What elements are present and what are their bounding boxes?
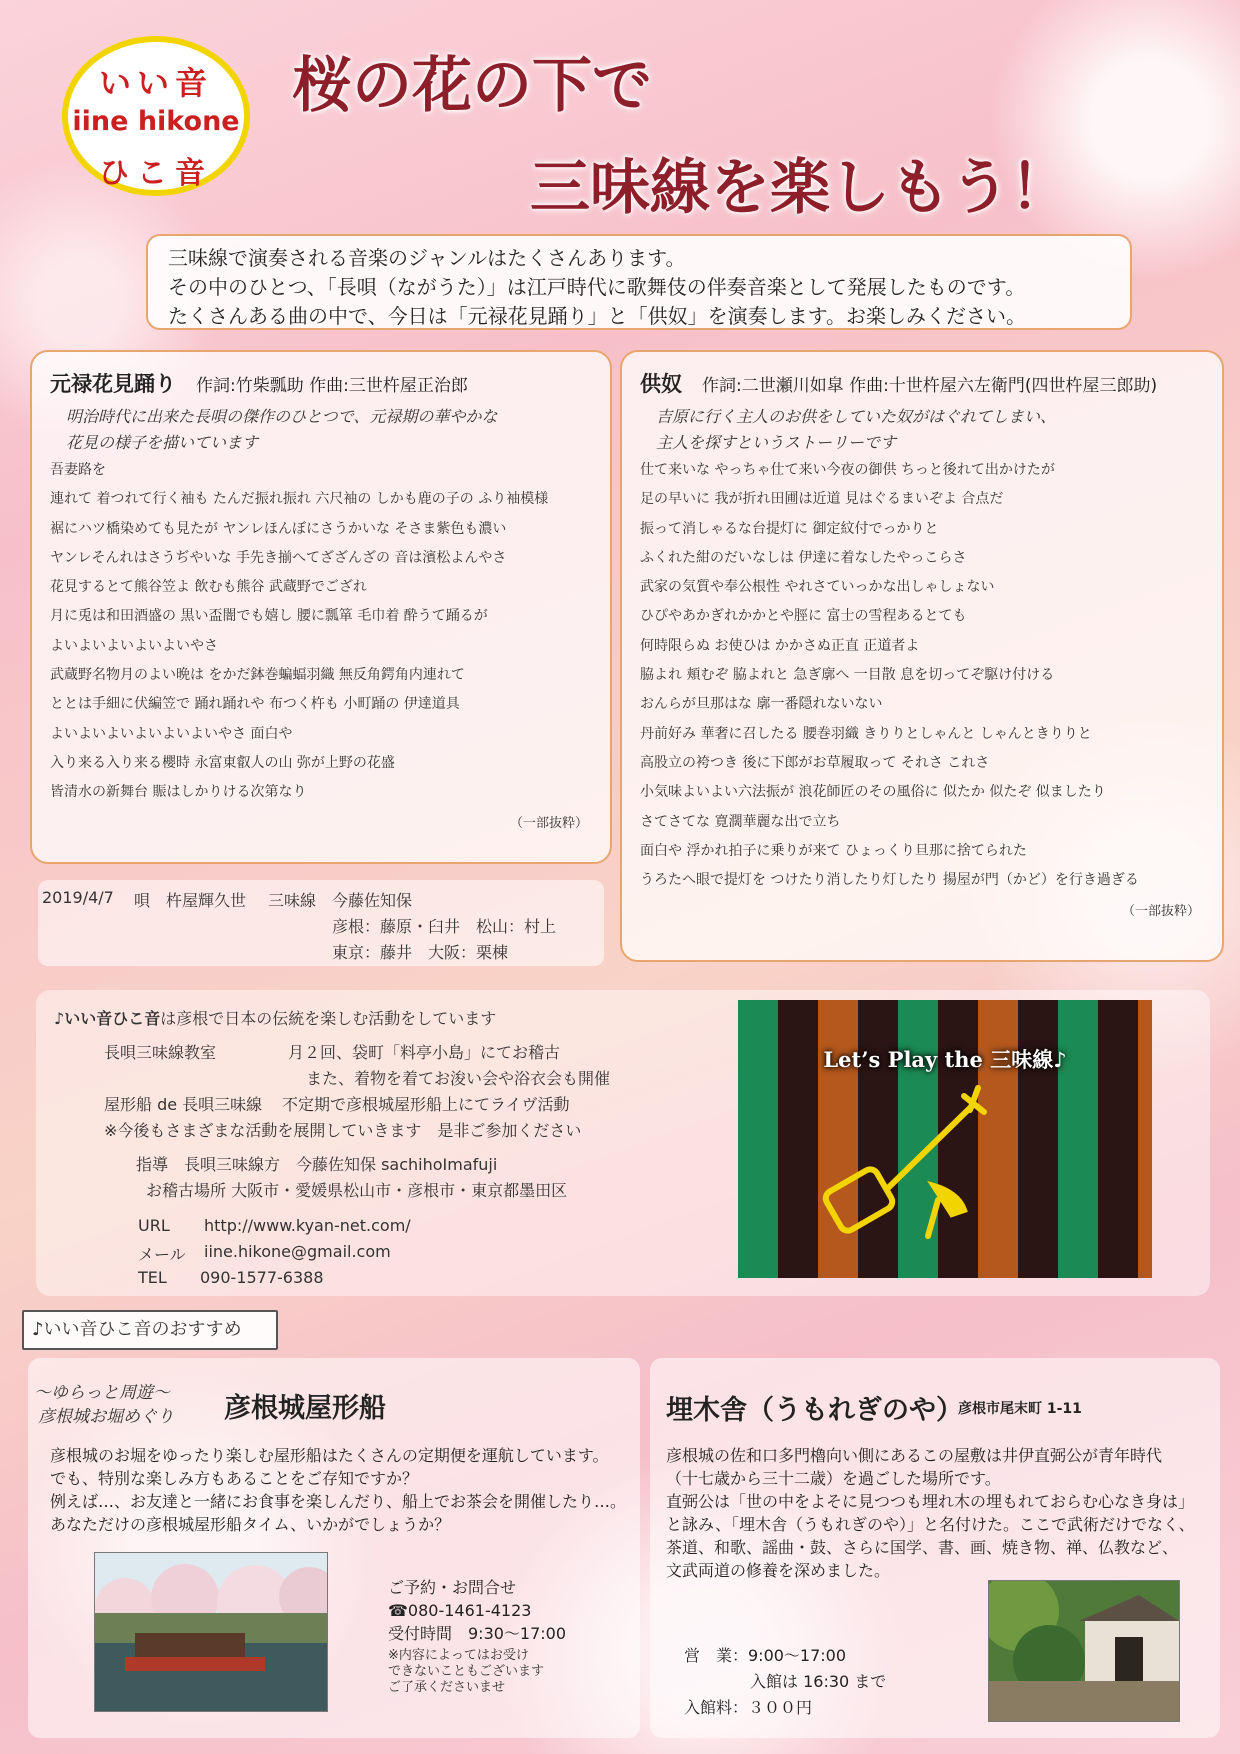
lyric-line: 振って消しゃるな台提灯に 御定紋付でっかりと <box>640 520 939 537</box>
umoregi-body-line: （十七歳から三十二歳）を過ごした場所です。 <box>666 1469 1001 1488</box>
lyric-line: 武家の気質や奉公根性 やれさていっかな出しゃしょない <box>640 579 995 596</box>
recommend-label: ♪いい音ひこ音のおすすめ <box>22 1310 278 1350</box>
umoregi-body-line: と詠み、「埋木舎（うもれぎのや）」と名付けた。ここで武術だけでなく、 <box>666 1515 1195 1534</box>
lyric-line: 月に兎は和田酒盛の 黒い盃闇でも嬉し 腰に瓢箪 毛巾着 酔うて踊るが <box>50 608 488 625</box>
song-description-line: 吉原に行く主人のお供をしていた奴がはぐれてしまい、 <box>656 407 1057 426</box>
lyric-line: 高股立の袴つき 後に下郎がお草履取って それさ これさ <box>640 754 990 771</box>
class-label: 長唄三味線教室 <box>104 1043 217 1062</box>
shamisen-icon <box>738 1000 1152 1278</box>
song-header <box>50 368 468 398</box>
lyric-line: よいよいよいよいよいよいやさ 面白や <box>50 725 293 742</box>
performance-date: 2019/4/7 <box>42 888 114 907</box>
lyric-line: よいよいよいよいよいやさ <box>50 637 218 654</box>
page-title-line1: 桜の花の下で <box>292 51 652 121</box>
yakatabune-contact <box>388 1576 566 1645</box>
contact-hours: 受付時間 9:30〜17:00 <box>388 1624 567 1643</box>
lyric-line: 連れて 着つれて行く袖も たんだ振れ振れ 六尺袖の しかも鹿の子の ふり袖模様 <box>50 491 549 508</box>
performance-info <box>38 880 604 966</box>
performance-shamisen: 三味線 今藤佐知保 <box>268 891 413 910</box>
lyric-line: 小気味よいよい六法振が 浪花師匠のその風俗に 似たか 似たぞ 似ましたり <box>640 784 1106 801</box>
teacher-info: 指導 長唄三味線方 今藤佐知保 sachihoImafuji <box>136 1155 498 1174</box>
shamisen-banner <box>738 1000 1152 1278</box>
mail-label: メール <box>138 1245 186 1264</box>
song-lyrics <box>50 456 548 808</box>
lyric-line: 何時限らぬ お使ひは かかさぬ正直 正道者よ <box>640 637 920 654</box>
song-lyrics <box>640 456 1139 895</box>
class-text-2: また、着物を着てお浚い会や浴衣会も開催 <box>306 1069 611 1088</box>
contact-note-line: ※内容によってはお受け <box>388 1648 529 1663</box>
contact-note-line: できないこともございます <box>388 1664 545 1679</box>
song-description <box>656 404 1056 456</box>
about-lead-name: ♪いい音ひこ音 <box>54 1009 161 1028</box>
umoregi-body <box>666 1444 1195 1582</box>
lyric-line: うろたへ眼で提灯を つけたり消したり灯したり 揚屋が門（かど）を行き過ぎる <box>640 872 1139 889</box>
umoregi-fee: 入館料：３００円 <box>684 1698 813 1717</box>
umoregi-hours: 営 業：9:00〜17:00 <box>684 1646 847 1665</box>
banner-caption: Let’s Play the 三味線♪ <box>823 1047 1067 1072</box>
song-description-line: 明治時代に出来た長唄の傑作のひとつで、元禄期の華やかな <box>66 407 498 426</box>
about-lead-text: は彦根で日本の伝統を楽しむ活動をしています <box>160 1009 497 1028</box>
intro-line: たくさんある曲の中で、今日は「元禄花見踊り」と「供奴」を演奏します。お楽しみください。 <box>168 304 1026 328</box>
lyric-line: 丹前好み 華奢に召したる 腰巻羽織 きりりとしゃんと しゃんときりりと <box>640 725 1092 742</box>
yakatabune-body <box>50 1444 626 1536</box>
contact-title: ご予約・お問合せ <box>388 1578 517 1597</box>
lyric-line: ひぴやあかぎれかかとや脛に 富士の雪程あるとても <box>640 608 967 625</box>
intro-box <box>146 234 1132 330</box>
intro-line: その中のひとつ、「長唄（ながうた）」は江戸時代に歌舞伎の伴奏音楽として発展したものです。 <box>168 275 1026 299</box>
contact-phone: ☎080-1461-4123 <box>388 1601 532 1620</box>
lyric-line: ととは手細に伏編笠で 踊れ踊れや 布つく杵も 小町踊の 伊達道具 <box>50 696 460 713</box>
umoregi-title: 埋木舎（うもれぎのや） <box>666 1395 963 1426</box>
logo-badge <box>62 36 250 196</box>
lyric-line: おんらが旦那はな 廓一番隠れないない <box>640 696 883 713</box>
yakatabune-tagline-2: 彦根城お堀めぐり <box>38 1407 174 1427</box>
umoregi-address: 彦根市尾末町 1-11 <box>958 1401 1082 1417</box>
umoregi-last-entry: 入館は 16:30 まで <box>750 1672 887 1691</box>
lesson-places: お稽古場所 大阪市・愛媛県松山市・彦根市・東京都墨田区 <box>146 1181 568 1200</box>
yakatabune-body-line: でも、特別な楽しみ方もあることをご存知ですか？ <box>50 1469 419 1488</box>
boat-label: 屋形船 de 長唄三味線 <box>104 1095 263 1114</box>
performance-uta: 唄 杵屋輝久世 <box>134 891 247 910</box>
lyric-line: 面白や 浮かれ拍子に乗りが来て ひょっくり旦那に捨てられた <box>640 842 1027 859</box>
song-description <box>66 404 497 456</box>
umoregi-body-line: 茶道、和歌、謡曲・鼓、さらに国学、書、画、焼き物、禅、仏教など、 <box>666 1538 1179 1557</box>
logo-middle-text: iine hikone <box>72 106 240 137</box>
umoregi-body-line: 直弼公は「世の中をよそに見つつも埋れ木の埋もれておらむ心なき身は」 <box>666 1492 1195 1511</box>
song-title: 元禄花見踊り <box>50 372 176 396</box>
lyric-line: 武蔵野名物月のよい晩は をかだ鉢巻蝙蝠羽織 無反角鍔角内連れて <box>50 667 465 684</box>
about-lead <box>54 1006 496 1029</box>
phone-number: 090-1577-6388 <box>200 1268 324 1287</box>
logo-bottom-text: ひこ音 <box>99 156 213 191</box>
url-label: URL <box>138 1216 170 1235</box>
performance-members-1: 彦根：藤原・臼井 松山：村上 <box>332 917 557 936</box>
class-text-1: 月２回、袋町「料亭小島」にてお稽古 <box>288 1043 561 1062</box>
song-header <box>640 368 1157 398</box>
lyric-line: 足の早いに 我が折れ田圃は近道 見はぐるまいぞよ 合点だ <box>640 491 1004 508</box>
umoregi-photo <box>988 1580 1180 1722</box>
umoregi-body-line: 彦根城の佐和口多門櫓向い側にあるこの屋敷は井伊直弼公が青年時代 <box>666 1446 1163 1465</box>
website-link[interactable]: http://www.kyan-net.com/ <box>204 1216 411 1235</box>
yakatabune-body-line: 彦根城のお堀をゆったり楽しむ屋形船はたくさんの定期便を運航しています。 <box>50 1446 609 1465</box>
yakatabune-photo <box>94 1552 328 1712</box>
song-credits: 作詞:竹柴瓢助 作曲:三世杵屋正治郎 <box>196 376 468 396</box>
contact-note <box>388 1648 544 1696</box>
email-link[interactable]: iine.hikone@gmail.com <box>204 1242 391 1261</box>
excerpt-note: （一部抜粋） <box>1121 904 1200 919</box>
song-genroku-panel <box>30 350 612 864</box>
lyric-line: ふくれた紺のだいなしは 伊達に着なしたやっこらさ <box>640 549 967 566</box>
song-description-line: 主人を探すというストーリーです <box>656 433 897 452</box>
lyric-line: 吾妻路を <box>50 462 106 478</box>
song-title: 供奴 <box>640 372 682 396</box>
yakatabune-body-line: あなただけの彦根城屋形船タイム、いかがでしょうか？ <box>50 1515 451 1534</box>
performance-members-2: 東京：藤井 大阪：栗棟 <box>332 943 509 962</box>
about-note: ※今後もさまざまな活動を展開していきます 是非ご参加ください <box>104 1121 582 1140</box>
logo-top-text: いい音 <box>98 64 213 102</box>
yakatabune-tagline-1: 〜ゆらっと周遊〜 <box>34 1383 170 1403</box>
intro-line: 三味線で演奏される音楽のジャンルはたくさんあります。 <box>168 246 686 270</box>
song-tomoyakko-panel <box>620 350 1224 962</box>
song-credits: 作詞:二世瀬川如皐 作曲:十世杵屋六左衛門(四世杵屋三郎助) <box>702 376 1158 396</box>
lyric-line: ヤンレそんれはさうぢやいな 手先き揃へてざざんざの 音は濱松よんやさ <box>50 549 507 566</box>
tel-label: TEL <box>138 1268 167 1287</box>
lyric-line: 入り来る入り来る櫻時 永富東叡人の山 弥が上野の花盛 <box>50 754 395 771</box>
umoregi-body-line: 文武両道の修養を深めました。 <box>666 1561 891 1580</box>
excerpt-note: （一部抜粋） <box>509 816 588 831</box>
lyric-line: 仕て来いな やっちゃ仕て来い今夜の御供 ちっと後れて出かけたが <box>640 462 1055 478</box>
lyric-line: 脇よれ 頬むぞ 脇よれと 急ぎ廓へ 一目散 息を切ってぞ駆け付ける <box>640 667 1055 684</box>
yakatabune-body-line: 例えば…、お友達と一緒にお食事を楽しんだり、船上でお茶会を開催したり…。 <box>50 1492 627 1511</box>
song-description-line: 花見の様子を描いています <box>66 433 259 452</box>
boat-text: 不定期で彦根城屋形船上にてライヴ活動 <box>282 1095 570 1114</box>
page-title-line2: 三味線を楽しもう！ <box>530 153 1070 223</box>
lyric-line: 皆清水の新舞台 賑はしかりける次第なり <box>50 784 307 801</box>
contact-note-line: ご了承くださいませ <box>388 1680 506 1695</box>
lyric-line: 裾にハツ橋染めても見たが ヤンレほんぼにさうかいな そさま紫色も濃い <box>50 520 507 537</box>
lyric-line: さてさてな 寛濶華麗な出で立ち <box>640 813 841 830</box>
lyric-line: 花見するとて熊谷笠よ 飲むも熊谷 武蔵野でござれ <box>50 579 367 596</box>
yakatabune-title: 彦根城屋形船 <box>224 1393 386 1424</box>
